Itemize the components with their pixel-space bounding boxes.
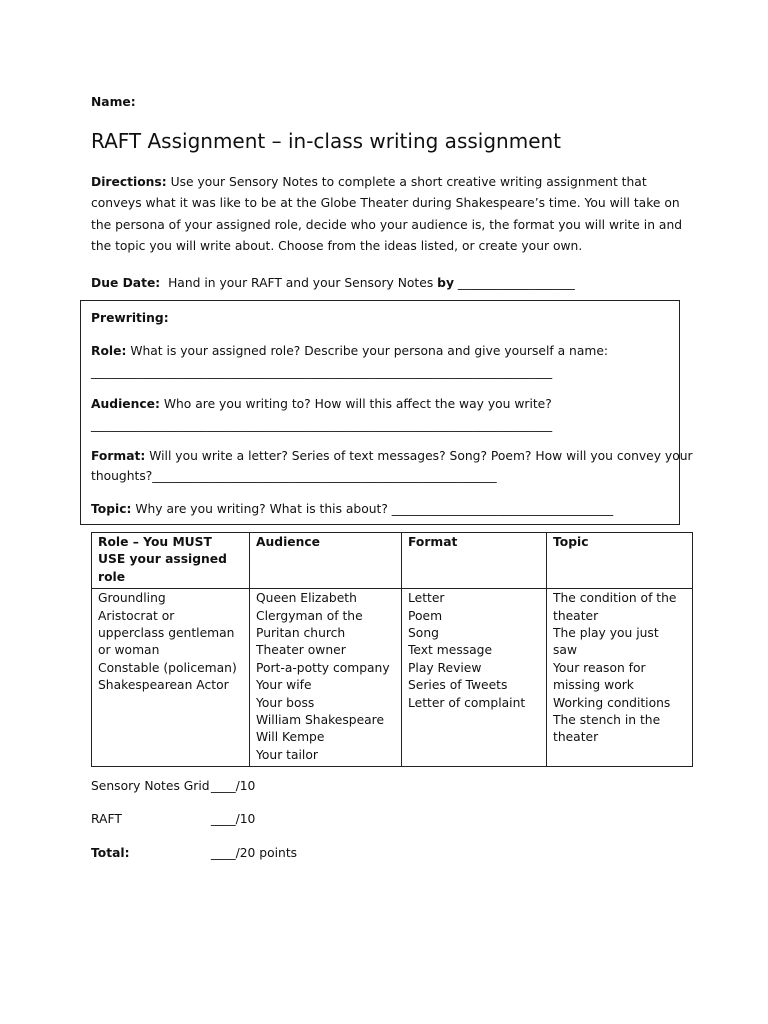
grade-sensory-label: Sensory Notes Grid	[91, 779, 210, 793]
list-item: Your boss	[256, 695, 315, 710]
list-item: Song	[408, 626, 439, 641]
audience-question: Who are you writing to? How will this affect the way you write?	[163, 397, 552, 411]
list-item: Letter of complaint	[408, 695, 526, 710]
raft-table	[91, 532, 693, 767]
list-item: Theater owner	[256, 643, 346, 658]
format-label: Format:	[91, 449, 146, 463]
audience-options	[250, 589, 402, 767]
list-item: Shakespearean Actor	[98, 678, 229, 693]
list-item: Queen Elizabeth	[256, 591, 357, 606]
raft-table-header-row	[92, 533, 693, 589]
list-item: Series of Tweets	[408, 678, 508, 693]
format-question: Will you write a letter? Series of text messages? Song? Poem? How will you convey your	[149, 449, 693, 463]
list-item: The play you just saw	[553, 626, 659, 658]
list-item: The stench in the theater	[553, 713, 661, 745]
role-question: What is your assigned role? Describe your persona and give yourself a name:	[130, 344, 609, 358]
grade-sensory-score[interactable]: ____/10	[211, 779, 256, 793]
due-date-text: Hand in your RAFT and your Sensory Notes	[168, 276, 434, 290]
raft-table-row	[92, 589, 693, 767]
header-audience: Audience	[250, 533, 402, 589]
header-topic: Topic	[547, 533, 693, 589]
due-date-blank: ___________________	[457, 276, 575, 290]
directions-line-1: Use your Sensory Notes to complete a short creative writing assignment that	[170, 175, 647, 189]
role-answer-line[interactable]: ___________________________________________________________________________	[91, 365, 553, 379]
list-item: Will Kempe	[256, 730, 325, 745]
format-prompt	[91, 448, 693, 464]
list-item: Groundling	[98, 591, 166, 606]
list-item: Your wife	[256, 678, 312, 693]
grade-total-label: Total:	[91, 846, 130, 860]
list-item: Working conditions	[553, 695, 671, 710]
due-date	[91, 275, 575, 291]
due-date-by: by	[437, 276, 454, 290]
due-date-label: Due Date:	[91, 276, 161, 290]
list-item: Text message	[408, 643, 493, 658]
format-answer-line[interactable]: thoughts?________________________________________________________	[91, 469, 497, 483]
list-item: The condition of the theater	[553, 591, 677, 623]
directions-label: Directions:	[91, 175, 167, 189]
topic-label: Topic:	[91, 502, 132, 516]
list-item: Your tailor	[256, 747, 318, 762]
page-title: RAFT Assignment – in-class writing assignment	[91, 129, 562, 153]
directions-line-4: the topic you will write about. Choose from the ideas listed, or create your own.	[91, 238, 583, 253]
format-options	[402, 589, 547, 767]
list-item: Constable (policeman)	[98, 660, 237, 675]
list-item: William Shakespeare	[256, 713, 385, 728]
list-item: Aristocrat or upperclass gentleman or woman	[98, 608, 235, 658]
grade-raft-score[interactable]: ____/10	[211, 812, 256, 826]
list-item: Port-a-potty company	[256, 660, 390, 675]
name-label: Name:	[91, 95, 136, 109]
role-label: Role:	[91, 344, 127, 358]
grade-raft-label: RAFT	[91, 812, 122, 826]
topic-options	[547, 589, 693, 767]
role-prompt	[91, 343, 608, 359]
prewriting-title: Prewriting:	[91, 311, 169, 325]
audience-label: Audience:	[91, 397, 160, 411]
topic-prompt	[91, 501, 613, 517]
role-options	[92, 589, 250, 767]
directions-line-3: the persona of your assigned role, decide who your audience is, the format you will write in and	[91, 217, 683, 232]
header-format: Format	[402, 533, 547, 589]
directions-line-2: conveys what it was like to be at the Globe Theater during Shakespeare’s time. You will take on	[91, 196, 680, 211]
list-item: Play Review	[408, 660, 482, 675]
list-item: Letter	[408, 591, 445, 606]
header-role: Role – You MUST USE your assigned role	[92, 533, 250, 589]
prewriting-box	[80, 300, 693, 525]
audience-prompt	[91, 396, 552, 412]
list-item: Your reason for missing work	[553, 660, 646, 693]
directions	[91, 172, 711, 257]
list-item: Clergyman of the Puritan church	[256, 608, 363, 641]
topic-question: Why are you writing? What is this about? ____________________________________	[135, 502, 614, 516]
list-item: Poem	[408, 608, 443, 623]
grade-total-score[interactable]: ____/20 points	[211, 846, 298, 860]
audience-answer-line[interactable]: ___________________________________________________________________________	[91, 418, 553, 432]
